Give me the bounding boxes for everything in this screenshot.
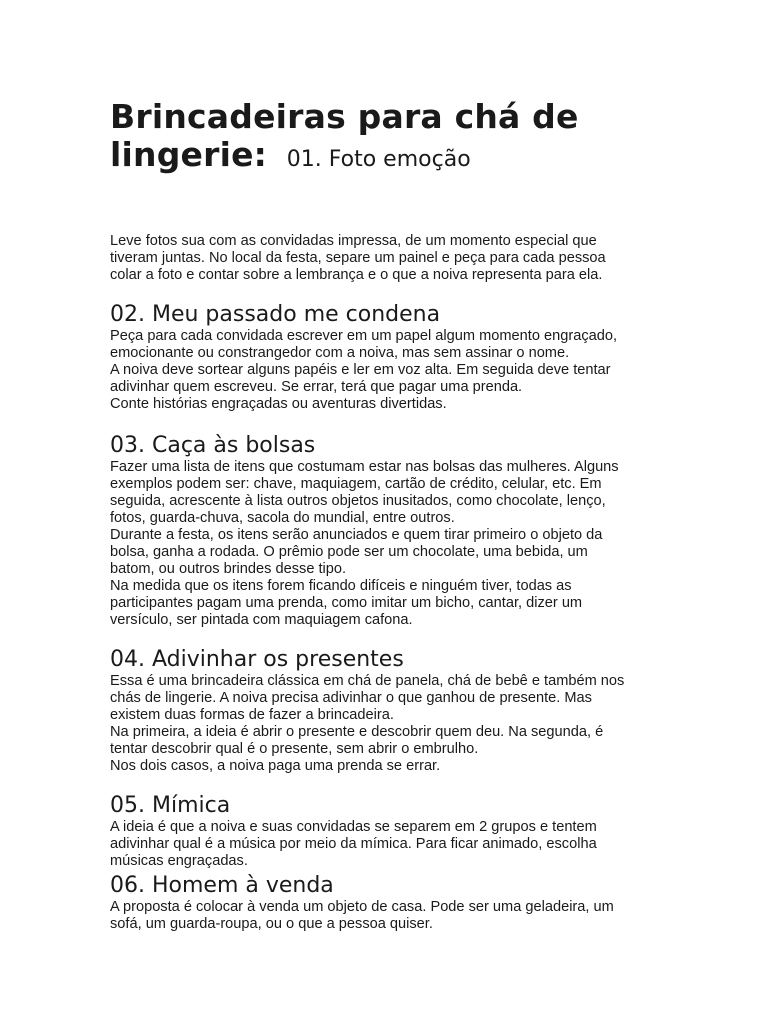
section-02-body bbox=[110, 328, 670, 413]
text-line: sofá, um guarda-roupa, ou o que a pessoa quiser. bbox=[110, 916, 433, 932]
text-line: exemplos podem ser: chave, maquiagem, cartão de crédito, celular, etc. Em bbox=[110, 476, 602, 492]
text-line: seguida, acrescente à lista outros objetos inusitados, como chocolate, lenço, bbox=[110, 493, 606, 509]
text-line: Essa é uma brincadeira clássica em chá de panela, chá de bebê e também nos bbox=[110, 673, 625, 689]
text-line: versículo, ser pintada com maquiagem cafona. bbox=[110, 612, 413, 628]
text-line: bolsa, ganha a rodada. O prêmio pode ser um chocolate, uma bebida, um bbox=[110, 544, 588, 560]
text-line: tentar descobrir qual é o presente, sem abrir o embrulho. bbox=[110, 741, 479, 757]
section-01 bbox=[110, 233, 670, 284]
text-line: fotos, guarda-chuva, sacola do mundial, entre outros. bbox=[110, 510, 455, 526]
text-line: participantes pagam uma prenda, como imitar um bicho, cantar, dizer um bbox=[110, 595, 583, 611]
text-line: existem duas formas de fazer a brincadeira. bbox=[110, 707, 394, 723]
section-06-body bbox=[110, 899, 670, 933]
section-04 bbox=[110, 647, 670, 775]
section-01-body bbox=[110, 233, 670, 284]
section-05-heading: 05. Mímica bbox=[110, 793, 231, 818]
section-06-heading: 06. Homem à venda bbox=[110, 873, 334, 898]
document-title bbox=[110, 98, 670, 179]
section-02-heading: 02. Meu passado me condena bbox=[110, 302, 441, 327]
text-line: batom, ou outros brindes desse tipo. bbox=[110, 561, 347, 577]
text-line: Peça para cada convidada escrever em um papel algum momento engraçado, bbox=[110, 328, 618, 344]
section-04-heading: 04. Adivinhar os presentes bbox=[110, 647, 404, 672]
text-line: Conte histórias engraçadas ou aventuras divertidas. bbox=[110, 396, 447, 412]
text-line: Durante a festa, os itens serão anunciados e quem tirar primeiro o objeto da bbox=[110, 527, 603, 543]
section-04-body bbox=[110, 673, 670, 775]
text-line: adivinhar quem escreveu. Se errar, terá que pagar uma prenda. bbox=[110, 379, 523, 395]
section-02 bbox=[110, 302, 670, 413]
text-line: A ideia é que a noiva e suas convidadas se separem em 2 grupos e tentem bbox=[110, 819, 597, 835]
title-first-item-heading: 01. Foto emoção bbox=[286, 147, 471, 172]
text-line: tiveram juntas. No local da festa, separe um painel e peça para cada pessoa bbox=[110, 250, 606, 266]
text-line: Leve fotos sua com as convidadas impressa, de um momento especial que bbox=[110, 233, 597, 249]
text-line: chás de lingerie. A noiva precisa adivinhar o que ganhou de presente. Mas bbox=[110, 690, 592, 706]
title-main: Brincadeiras para chá de lingerie: bbox=[110, 97, 579, 174]
text-line: emocionante ou constrangedor com a noiva, mas sem assinar o nome. bbox=[110, 345, 570, 361]
text-line: Fazer uma lista de itens que costumam estar nas bolsas das mulheres. Alguns bbox=[110, 459, 619, 475]
text-line: colar a foto e contar sobre a lembrança e o que a noiva representa para ela. bbox=[110, 267, 603, 283]
section-03-body bbox=[110, 459, 670, 629]
section-05 bbox=[110, 793, 670, 870]
section-03-heading: 03. Caça às bolsas bbox=[110, 433, 316, 458]
text-line: Na medida que os itens forem ficando difíceis e ninguém tiver, todas as bbox=[110, 578, 572, 594]
text-line: adivinhar qual é a música por meio da mímica. Para ficar animado, escolha bbox=[110, 836, 597, 852]
section-06 bbox=[110, 873, 670, 933]
section-05-body bbox=[110, 819, 670, 870]
text-line: Nos dois casos, a noiva paga uma prenda se errar. bbox=[110, 758, 441, 774]
text-line: músicas engraçadas. bbox=[110, 853, 248, 869]
text-line: A proposta é colocar à venda um objeto de casa. Pode ser uma geladeira, um bbox=[110, 899, 614, 915]
section-03 bbox=[110, 433, 670, 629]
text-line: Na primeira, a ideia é abrir o presente e descobrir quem deu. Na segunda, é bbox=[110, 724, 604, 740]
text-line: A noiva deve sortear alguns papéis e ler em voz alta. Em seguida deve tentar bbox=[110, 362, 611, 378]
